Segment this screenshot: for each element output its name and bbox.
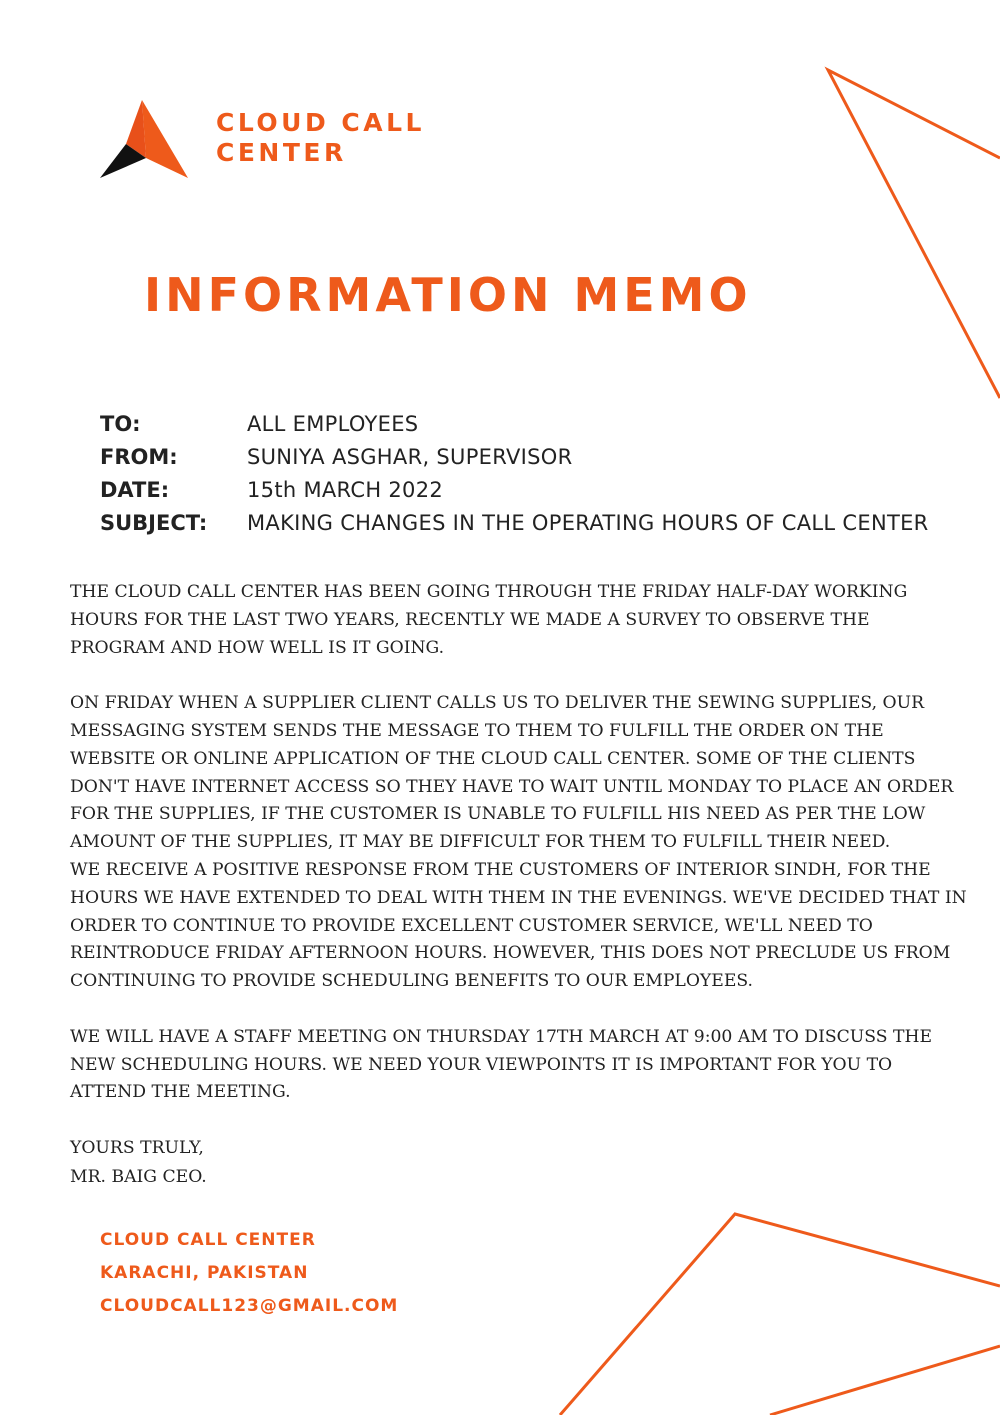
to-label: TO: (100, 411, 141, 436)
from-value: SUNIYA ASGHAR, SUPERVISOR (247, 444, 573, 469)
header-row-date (100, 473, 929, 506)
date-value: 15th MARCH 2022 (247, 477, 444, 502)
closing-signer: MR. BAIG CEO. (70, 1166, 207, 1187)
memo-header (100, 407, 929, 539)
subject-value: MAKING CHANGES IN THE OPERATING HOURS OF CALL CENTER (247, 510, 929, 535)
body-paragraph-1: THE CLOUD CALL CENTER HAS BEEN GOING THROUGH THE FRIDAY HALF-DAY WORKING HOURS FOR THE LAST TWO YEARS, RECENTLY WE MADE A SURVEY TO OBSERVE THE PROGRAM AND HOW WELL IS IT GOING. (70, 582, 908, 658)
bottom-right-diagonal-line (770, 1346, 1000, 1415)
bottom-right-triangle-outline (560, 1214, 1000, 1415)
header-row-subject (100, 506, 929, 539)
triangle-logo-icon (96, 98, 190, 182)
memo-body (70, 579, 970, 1135)
body-paragraph-2: ON FRIDAY WHEN A SUPPLIER CLIENT CALLS US TO DELIVER THE SEWING SUPPLIES, OUR MESSAGING SYSTEM SENDS THE MESSAGE TO THEM TO FULFILL THE ORDER ON THE WEBSITE OR ONLINE APPLICATION OF THE CLOUD CALL CENTER. SOME OF THE CLIENTS DON'T HAVE INTERNET ACCESS SO THEY HAVE TO WAIT UNTIL MONDAY TO PLACE AN ORDER FOR THE SUPPLIES, IF THE CUSTOMER IS UNABLE TO FULFILL HIS NEED AS PER THE LOW AMOUNT OF THE SUPPLIES, IT MAY BE DIFFICULT FOR THEM TO FULFILL THEIR NEED. (70, 693, 954, 853)
page-title: INFORMATION MEMO (144, 268, 752, 322)
to-value: ALL EMPLOYEES (247, 411, 419, 436)
brand-name-line2: CENTER (216, 138, 347, 167)
body-paragraph-3: WE RECEIVE A POSITIVE RESPONSE FROM THE CUSTOMERS OF INTERIOR SINDH, FOR THE HOURS WE HAVE EXTENDED TO DEAL WITH THEM IN THE EVENINGS. WE'VE DECIDED THAT IN ORDER TO CONTINUE TO PROVIDE EXCELLENT CUSTOMER SERVICE, WE'LL NEED TO REINTRODUCE FRIDAY AFTERNOON HOURS. HOWEVER, THIS DOES NOT PRECLUDE US FROM CONTINUING TO PROVIDE SCHEDULING BENEFITS TO OUR EMPLOYEES. (70, 859, 967, 992)
body-paragraph-4: WE WILL HAVE A STAFF MEETING ON THURSDAY 17TH MARCH AT 9:00 AM TO DISCUSS THE NEW SCHEDULING HOURS. WE NEED YOUR VIEWPOINTS IT IS IMPORTANT FOR YOU TO ATTEND THE MEETING. (70, 1026, 932, 1103)
from-label: FROM: (100, 444, 178, 469)
memo-closing (70, 1134, 207, 1191)
footer-location: KARACHI, PAKISTAN (100, 1263, 309, 1283)
brand-name (216, 108, 425, 168)
brand-name-line1: CLOUD CALL (216, 108, 425, 137)
footer-company: CLOUD CALL CENTER (100, 1230, 316, 1250)
date-label: DATE: (100, 477, 170, 502)
closing-salutation: YOURS TRULY, (70, 1138, 204, 1158)
header-row-from (100, 440, 929, 473)
top-right-triangle-outline (828, 70, 1000, 398)
header-row-to (100, 407, 929, 440)
footer-email: CLOUDCALL123@GMAIL.COM (100, 1296, 399, 1316)
memo-footer (100, 1224, 398, 1323)
subject-label: SUBJECT: (100, 510, 208, 535)
